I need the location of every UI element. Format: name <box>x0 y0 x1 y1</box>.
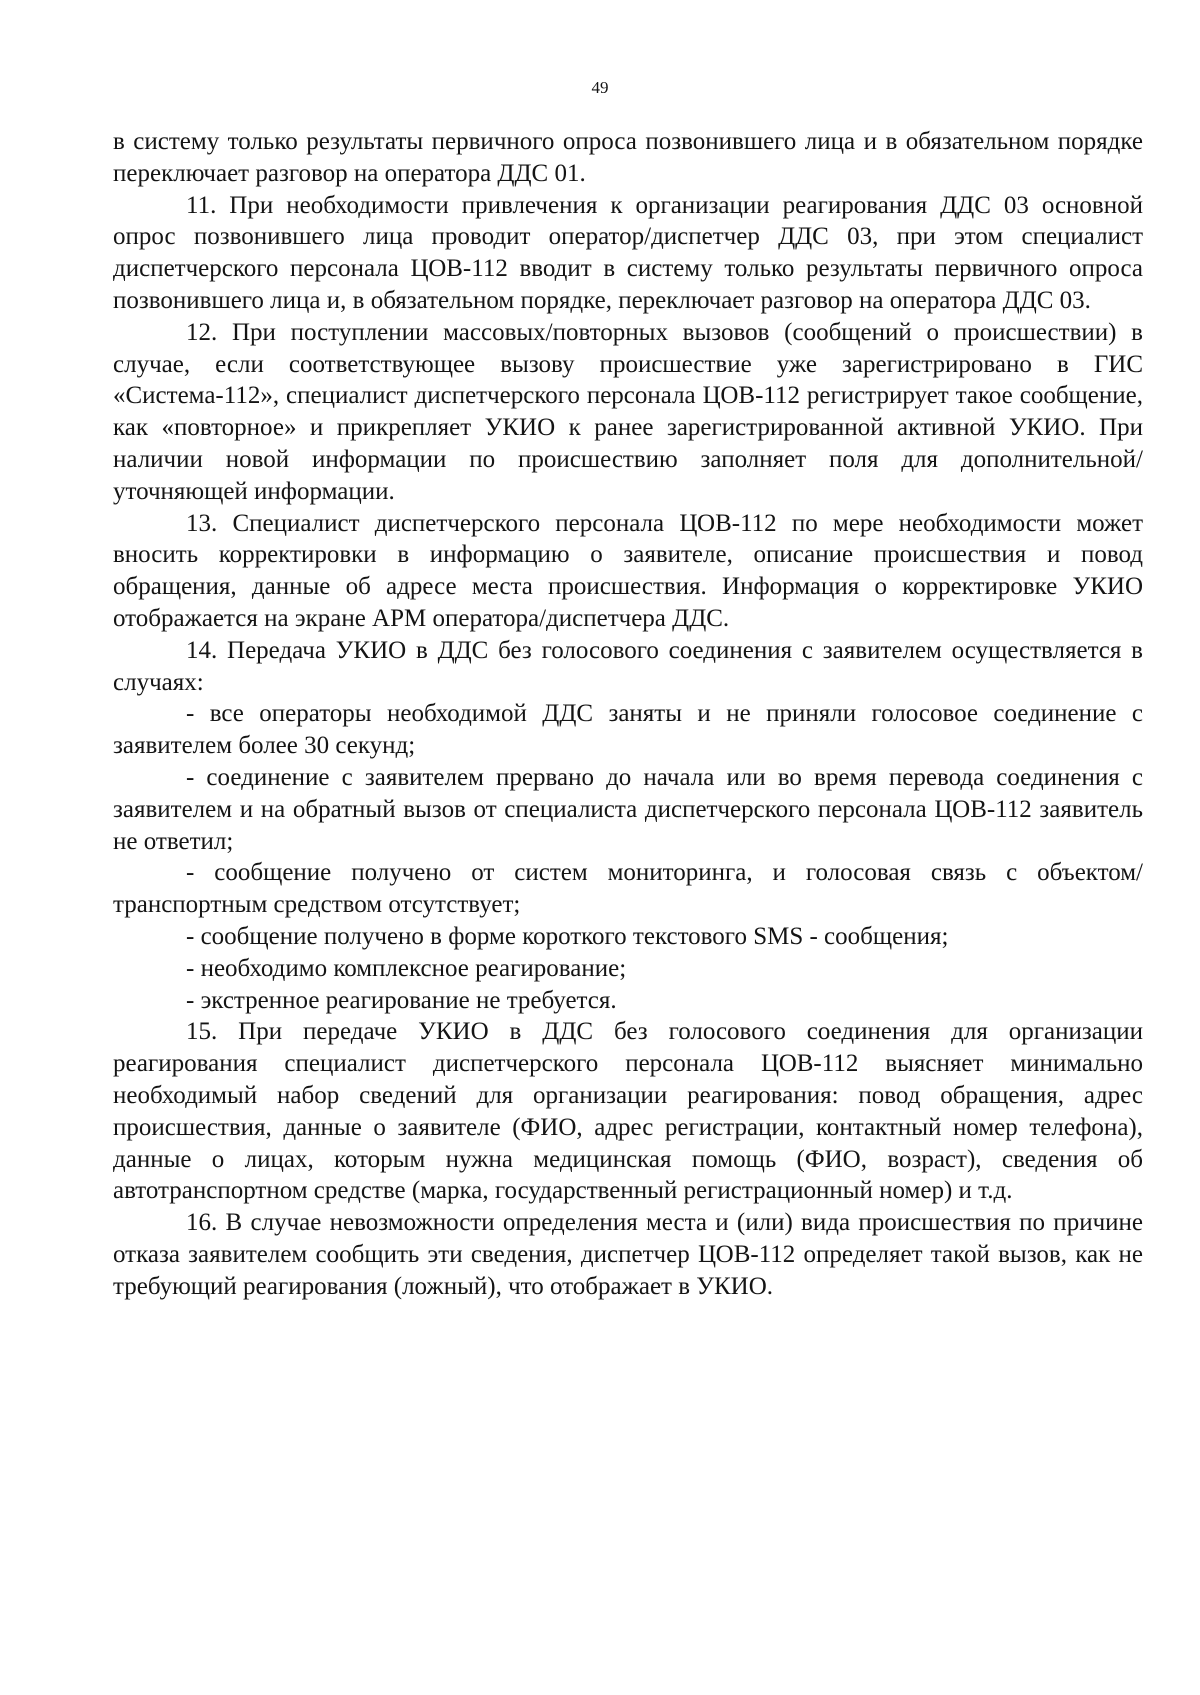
paragraph-13: 13. Специалист диспетчерского персонала ЦОВ-112 по мере необходимости может вносить корректировки в информацию о заявителе, описание происшествия и повод обращения, данные об адресе места происшествия. Информация о корректировке УКИО отображается на экране АРМ оператора/диспетчера ДДС. <box>113 509 1143 632</box>
paragraph-continuation: в систему только результаты первичного опроса позвонившего лица и в обязательном порядке переключает разговор на оператора ДДС 01. <box>113 128 1143 187</box>
list-item-sms: - сообщение получено в форме короткого текстового SMS - сообщения; <box>186 922 949 950</box>
paragraph-12: 12. При поступлении массовых/повторных вызовов (сообщений о происшествии) в случае, если соответствующее вызову происшествие уже зарегистрировано в ГИС «Система-112», специалист диспетчерского персонала ЦОВ-112 регистрирует такое сообщение, как «повторное» и прикрепляет УКИО к ранее зарегистрированной активной УКИО. При наличии новой информации по происшествию заполняет поля для дополнительной/уточняющей информации. <box>113 318 1143 505</box>
paragraph-11: 11. При необходимости привлечения к организации реагирования ДДС 03 основной опрос позвонившего лица проводит оператор/диспетчер ДДС 03, при этом специалист диспетчерского персонала ЦОВ-112 вводит в систему только результаты первичного опроса позвонившего лица и, в обязательном порядке, переключает разговор на оператора ДДС 03. <box>113 191 1143 314</box>
paragraph-14: 14. Передача УКИО в ДДС без голосового соединения с заявителем осуществляется в случаях: <box>113 636 1143 696</box>
paragraph-15: 15. При передаче УКИО в ДДС без голосового соединения для организации реагирования специалист диспетчерского персонала ЦОВ-112 выясняет минимально необходимый набор сведений для организации реагирования: повод обращения, адрес происшествия, данные о заявителе (ФИО, адрес регистрации, контактный номер телефона), данные о лицах, которым нужна медицинская помощь (ФИО, возраст), сведения об автотранспортном средстве (марка, государственный регистрационный номер) и т.д. <box>113 1018 1143 1205</box>
list-item-monitoring-systems: - сообщение получено от систем мониторинга, и голосовая связь с объектом/транспортным средством отсутствует; <box>113 859 1143 919</box>
list-item-connection-interrupted: - соединение с заявителем прервано до начала или во время перевода соединения с заявителем и на обратный вызов от специалиста диспетчерского персонала ЦОВ-112 заявитель не ответил; <box>113 763 1143 855</box>
list-item-complex-response: - необходимо комплексное реагирование; <box>186 954 627 982</box>
document-body <box>113 126 1143 1302</box>
paragraph-16: 16. В случае невозможности определения места и (или) вида происшествия по причине отказа заявителем сообщить эти сведения, диспетчер ЦОВ-112 определяет такой вызов, как не требующий реагирования (ложный), что отображает в УКИО. <box>113 1209 1143 1300</box>
page-number: 49 <box>591 78 609 97</box>
list-item-no-emergency-response: - экстренное реагирование не требуется. <box>186 986 617 1014</box>
list-item-operators-busy: - все операторы необходимой ДДС заняты и не приняли голосовое соединение с заявителем более 30 секунд; <box>113 700 1143 760</box>
